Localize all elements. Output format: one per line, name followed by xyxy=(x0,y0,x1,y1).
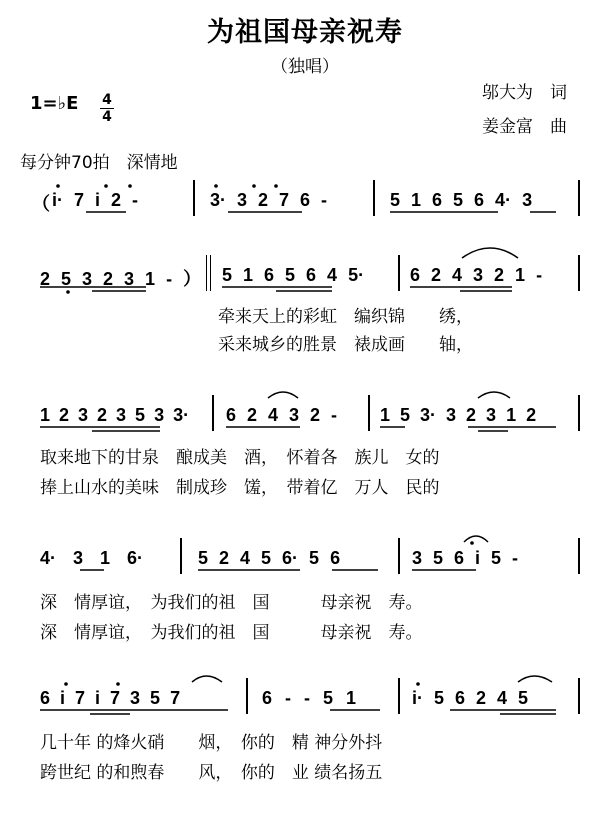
s4-measure-1: 4· 3 1 6· xyxy=(40,548,144,568)
s3-measure-2: 6 2 4 3 2 - xyxy=(226,405,338,425)
tempo-marking: 每分钟70拍 深情地 xyxy=(20,153,178,173)
s5-measure-1: 6 i 7 i 7 3 5 7 xyxy=(40,688,181,708)
s5-measure-3: i· 5 6 2 4 5 xyxy=(412,688,529,708)
octave-dot xyxy=(416,682,420,686)
s1-measure-2: 3· 3 2 7 6 - xyxy=(210,190,328,210)
song-title: 为祖国母亲祝寿 xyxy=(207,17,403,48)
s1-measure-1: i· 7 i 2 - xyxy=(52,190,139,210)
s5-lyric-verse-2: 跨世纪 的和煦春 风， 你的 业 绩名扬五 xyxy=(40,763,383,783)
s3-lyric-verse-1: 取来地下的甘泉 酿成美 酒， 怀着各 族儿 女的 xyxy=(40,448,440,468)
octave-dot xyxy=(128,184,132,188)
song-subtitle: （独唱） xyxy=(271,57,339,77)
s1-measure-3: 5 1 6 5 6 4· 3 xyxy=(390,190,533,210)
octave-dot xyxy=(56,184,60,188)
s3-measure-1: 1 2 3 2 3 5 3 3· xyxy=(40,405,190,425)
time-signature-top: 4 xyxy=(102,92,112,108)
s5-lyric-verse-1: 几十年 的烽火硝 烟， 你的 精 神分外抖 xyxy=(40,733,383,753)
s3-lyric-verse-2: 捧上山水的美味 制成珍 馐， 带着亿 万人 民的 xyxy=(40,478,440,498)
octave-dot xyxy=(252,184,256,188)
s3-measure-3: 1 5 3· 3 2 3 1 2 xyxy=(380,405,537,425)
octave-dot xyxy=(116,682,120,686)
octave-dot xyxy=(470,541,474,545)
s4-lyric-verse-1: 深 情厚谊， 为我们的祖 国 母亲祝 寿。 xyxy=(40,593,423,613)
octave-dot xyxy=(66,290,70,294)
s2-measure-2: 5 1 6 5 6 4 5· xyxy=(222,265,365,285)
s5-measure-2: 6 - - 5 1 xyxy=(262,688,357,708)
slur xyxy=(192,676,222,682)
s4-measure-2: 5 2 4 5 6· 5 6 xyxy=(198,548,341,568)
time-signature-bottom: 4 xyxy=(100,108,114,125)
slur xyxy=(518,676,552,682)
slur xyxy=(464,536,488,542)
s2-lyric-verse-1: 牵来天上的彩虹 编织锦 绣， xyxy=(218,307,473,327)
composer-credit: 姜金富 曲 xyxy=(482,117,567,137)
slur xyxy=(462,248,518,258)
octave-dot xyxy=(104,184,108,188)
s4-lyric-verse-2: 深 情厚谊， 为我们的祖 国 母亲祝 寿。 xyxy=(40,623,423,643)
octave-dot xyxy=(64,682,68,686)
intro-open-paren: （ xyxy=(32,194,50,214)
octave-dot xyxy=(214,184,218,188)
slur xyxy=(478,392,510,398)
lyricist-credit: 邬大为 词 xyxy=(482,83,567,103)
s4-measure-3: 3 5 6 i 5 - xyxy=(412,548,519,568)
s2-measure-1: 2 5 3 2 3 1 - ） xyxy=(40,269,202,289)
octave-dot xyxy=(274,184,278,188)
slur xyxy=(268,392,298,398)
key-signature: 1=♭E xyxy=(30,93,79,114)
s2-measure-3: 6 2 4 3 2 1 - xyxy=(410,265,543,285)
s2-lyric-verse-2: 采来城乡的胜景 裱成画 轴， xyxy=(218,335,473,355)
